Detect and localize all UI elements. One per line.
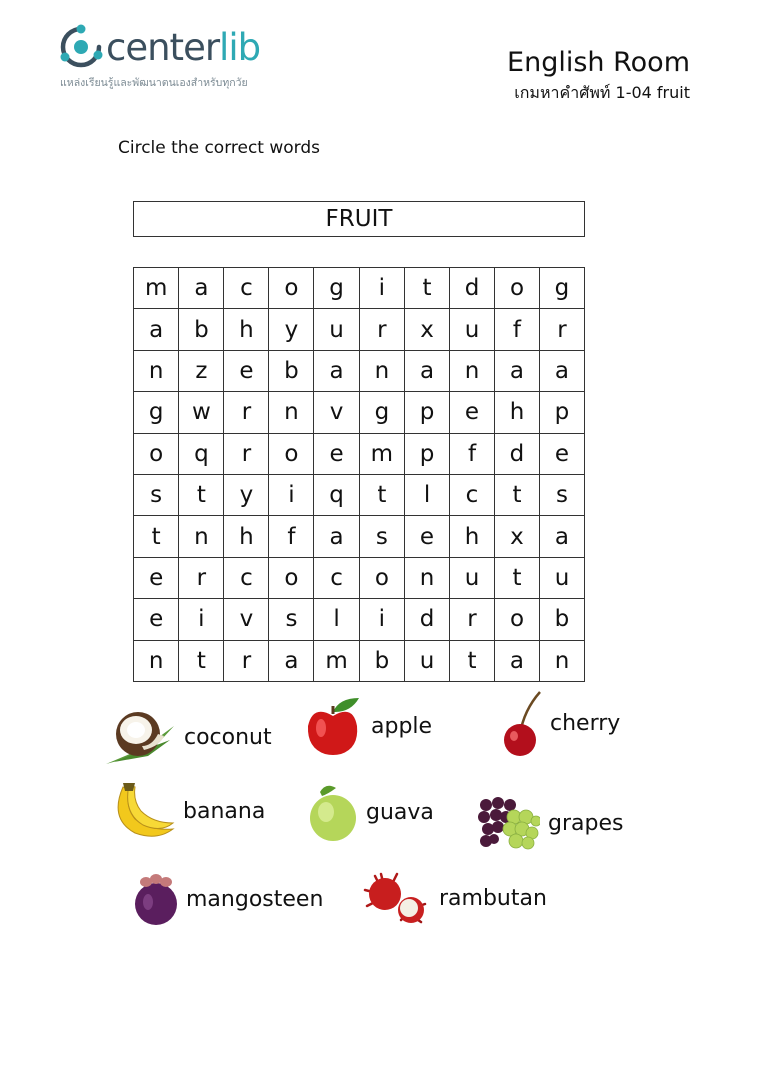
- grid-cell[interactable]: t: [494, 474, 539, 515]
- grid-cell[interactable]: e: [224, 350, 269, 391]
- instruction-text: Circle the correct words: [118, 138, 321, 158]
- grid-cell[interactable]: n: [134, 640, 179, 681]
- grid-cell[interactable]: c: [224, 557, 269, 598]
- grid-cell[interactable]: u: [314, 309, 359, 350]
- grid-cell[interactable]: n: [269, 392, 314, 433]
- grid-row: [134, 557, 585, 598]
- grid-cell[interactable]: s: [359, 516, 404, 557]
- grid-cell[interactable]: p: [405, 433, 450, 474]
- logo-wordmark: centerlib: [106, 26, 261, 69]
- fruit-grapes: grapes: [476, 793, 623, 853]
- fruit-apple: apple: [305, 694, 432, 758]
- grid-cell[interactable]: z: [179, 350, 224, 391]
- grid-cell[interactable]: a: [269, 640, 314, 681]
- grid-cell[interactable]: f: [450, 433, 495, 474]
- grapes-icon: [476, 793, 540, 853]
- grid-cell[interactable]: s: [134, 474, 179, 515]
- grid-cell[interactable]: n: [359, 350, 404, 391]
- grid-cell[interactable]: h: [450, 516, 495, 557]
- banana-icon: [109, 783, 175, 839]
- grid-cell[interactable]: e: [134, 557, 179, 598]
- grid-row: [134, 599, 585, 640]
- grid-cell[interactable]: a: [405, 350, 450, 391]
- grid-cell[interactable]: m: [314, 640, 359, 681]
- grid-cell[interactable]: b: [269, 350, 314, 391]
- coconut-icon: [104, 706, 176, 768]
- grid-cell[interactable]: r: [179, 557, 224, 598]
- grid-cell[interactable]: p: [539, 392, 584, 433]
- grid-cell[interactable]: g: [134, 392, 179, 433]
- grid-cell[interactable]: n: [539, 640, 584, 681]
- grid-cell[interactable]: b: [179, 309, 224, 350]
- grid-cell[interactable]: r: [224, 433, 269, 474]
- grid-row: [134, 350, 585, 391]
- grid-cell[interactable]: y: [224, 474, 269, 515]
- grid-row: [134, 433, 585, 474]
- centerlib-logo-icon: [58, 24, 104, 70]
- rambutan-icon: [361, 870, 431, 926]
- page-subtitle: เกมหาคำศัพท์ 1-04 fruit: [514, 83, 690, 102]
- grid-cell[interactable]: g: [314, 268, 359, 309]
- grid-cell[interactable]: o: [359, 557, 404, 598]
- grid-row: [134, 474, 585, 515]
- grid-cell[interactable]: q: [314, 474, 359, 515]
- grid-cell[interactable]: s: [539, 474, 584, 515]
- grid-cell[interactable]: w: [179, 392, 224, 433]
- grid-cell[interactable]: g: [359, 392, 404, 433]
- grid-cell[interactable]: r: [359, 309, 404, 350]
- grid-cell[interactable]: a: [494, 350, 539, 391]
- grid-cell[interactable]: l: [405, 474, 450, 515]
- grid-cell[interactable]: i: [359, 268, 404, 309]
- grid-cell[interactable]: x: [405, 309, 450, 350]
- grid-cell[interactable]: h: [224, 309, 269, 350]
- grid-cell[interactable]: n: [450, 350, 495, 391]
- fruit-mangosteen: mangosteen: [134, 872, 323, 926]
- word-search-grid: [133, 267, 585, 682]
- grid-cell[interactable]: h: [494, 392, 539, 433]
- grid-cell[interactable]: m: [134, 268, 179, 309]
- grid-cell[interactable]: r: [450, 599, 495, 640]
- grid-cell[interactable]: a: [539, 516, 584, 557]
- grid-cell[interactable]: t: [179, 474, 224, 515]
- grid-cell[interactable]: e: [450, 392, 495, 433]
- grid-cell[interactable]: s: [269, 599, 314, 640]
- mangosteen-icon: [134, 872, 178, 926]
- grid-cell[interactable]: f: [494, 309, 539, 350]
- fruit-coconut: coconut: [104, 706, 272, 768]
- grid-cell[interactable]: n: [134, 350, 179, 391]
- grid-cell[interactable]: a: [179, 268, 224, 309]
- grid-cell[interactable]: d: [494, 433, 539, 474]
- grid-cell[interactable]: t: [405, 268, 450, 309]
- grid-cell[interactable]: a: [134, 309, 179, 350]
- grid-cell[interactable]: n: [405, 557, 450, 598]
- grid-cell[interactable]: x: [494, 516, 539, 557]
- grid-cell[interactable]: f: [269, 516, 314, 557]
- grid-cell[interactable]: v: [314, 392, 359, 433]
- grid-cell[interactable]: u: [539, 557, 584, 598]
- grid-cell[interactable]: u: [405, 640, 450, 681]
- grid-cell[interactable]: d: [405, 599, 450, 640]
- grid-cell[interactable]: t: [450, 640, 495, 681]
- fruit-banana: banana: [109, 783, 265, 839]
- fruit-cherry: cherry: [502, 688, 620, 758]
- grid-cell[interactable]: r: [539, 309, 584, 350]
- grid-cell[interactable]: o: [494, 599, 539, 640]
- grid-cell[interactable]: v: [224, 599, 269, 640]
- grid-cell[interactable]: o: [134, 433, 179, 474]
- cherry-icon: [502, 688, 542, 758]
- grid-cell[interactable]: l: [314, 599, 359, 640]
- logo-tagline: แหล่งเรียนรู้และพัฒนาตนเองสำหรับทุกวัย: [60, 77, 248, 89]
- apple-icon: [305, 694, 363, 758]
- grid-cell[interactable]: b: [359, 640, 404, 681]
- grid-row: [134, 392, 585, 433]
- grid-cell[interactable]: t: [359, 474, 404, 515]
- grid-cell[interactable]: u: [450, 309, 495, 350]
- grid-cell[interactable]: c: [224, 268, 269, 309]
- centerlib-logo: [58, 24, 288, 94]
- page-title: English Room: [507, 47, 690, 78]
- grid-cell[interactable]: m: [359, 433, 404, 474]
- grid-cell[interactable]: y: [269, 309, 314, 350]
- grid-cell[interactable]: p: [405, 392, 450, 433]
- grid-cell[interactable]: e: [314, 433, 359, 474]
- grid-row: [134, 640, 585, 681]
- grid-cell[interactable]: n: [179, 516, 224, 557]
- grid-cell[interactable]: r: [224, 392, 269, 433]
- grid-cell[interactable]: e: [134, 599, 179, 640]
- grid-cell[interactable]: i: [269, 474, 314, 515]
- grid-cell[interactable]: e: [539, 433, 584, 474]
- grid-row: [134, 268, 585, 309]
- fruit-guava: guava: [308, 782, 434, 842]
- fruit-rambutan: rambutan: [361, 870, 547, 926]
- grid-row: [134, 516, 585, 557]
- grid-cell[interactable]: t: [179, 640, 224, 681]
- grid-cell[interactable]: a: [539, 350, 584, 391]
- grid-cell[interactable]: d: [450, 268, 495, 309]
- grid-cell[interactable]: i: [179, 599, 224, 640]
- grid-cell[interactable]: h: [224, 516, 269, 557]
- grid-row: [134, 309, 585, 350]
- grid-cell[interactable]: i: [359, 599, 404, 640]
- grid-cell[interactable]: a: [494, 640, 539, 681]
- grid-cell[interactable]: o: [269, 557, 314, 598]
- grid-cell[interactable]: b: [539, 599, 584, 640]
- grid-cell[interactable]: c: [450, 474, 495, 515]
- grid-cell[interactable]: a: [314, 516, 359, 557]
- grid-cell[interactable]: q: [179, 433, 224, 474]
- grid-cell[interactable]: t: [134, 516, 179, 557]
- grid-cell[interactable]: e: [405, 516, 450, 557]
- grid-cell[interactable]: o: [269, 268, 314, 309]
- grid-cell[interactable]: a: [314, 350, 359, 391]
- grid-cell[interactable]: c: [314, 557, 359, 598]
- grid-cell[interactable]: r: [224, 640, 269, 681]
- puzzle-title: FRUIT: [133, 201, 585, 237]
- guava-icon: [308, 782, 358, 842]
- grid-cell[interactable]: o: [494, 268, 539, 309]
- grid-cell[interactable]: t: [494, 557, 539, 598]
- grid-cell[interactable]: o: [269, 433, 314, 474]
- grid-cell[interactable]: u: [450, 557, 495, 598]
- grid-cell[interactable]: g: [539, 268, 584, 309]
